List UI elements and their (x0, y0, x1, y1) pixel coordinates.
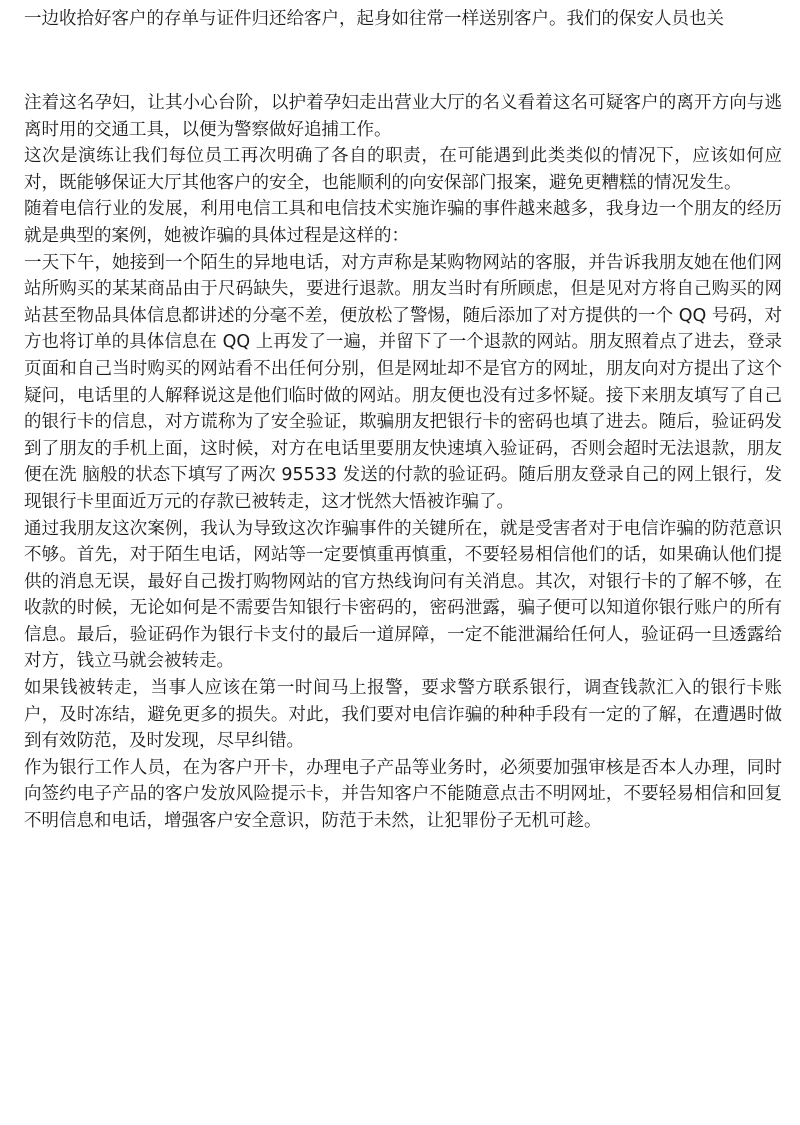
paragraph-telecom-fraud-intro: 随着电信行业的发展，利用电信工具和电信技术实施诈骗的事件越来越多，我身边一个朋友的经历就是典型的案例，她被诈骗的具体过程是这样的： (24, 199, 782, 246)
paragraph-drill-summary: 这次是演练让我们每位员工再次明确了各自的职责，在可能遇到此类类似的情况下，应该如何应对，既能够保证大厅其他客户的安全，也能顺利的向安保部门报案，避免更糟糕的情况发生。 (24, 146, 782, 193)
paragraph-bank-staff-duty: 作为银行工作人员，在为客户开卡，办理电子产品等业务时，必须要加强审核是否本人办理，同时向签约电子产品的客户发放风险提示卡，并告知客户不能随意点击不明网址，不要轻易相信和回复不明信息和电话，增强客户安全意识，防范于未然，让犯罪份子无机可趁。 (24, 757, 782, 832)
previous-paragraph-tail: 一边收拾好客户的存单与证件归还给客户，起身如往常一样送别客户。我们的保安人员也关 (24, 9, 724, 29)
paragraph-security-observation: 注着这名孕妇，让其小心台阶，以护着孕妇走出营业大厅的名义看着这名可疑客户的离开方向与逃离时用的交通工具，以便为警察做好追捕工作。 (24, 93, 782, 140)
paragraph-fraud-case-story: 一天下午，她接到一个陌生的异地电话，对方声称是某购物网站的客服，并告诉我朋友她在他们网站所购买的某某商品由于尺码缺失，要进行退款。朋友当时有所顾虑，但是见对方将自己购买的网站甚至物品具体信息都讲述的分毫不差，便放松了警惕，随后添加了对方提供的一个 QQ 号码，对方也将订单的具体信息在 QQ 上再发了一遍，并留下了一个退款的网站。朋友照着点了进去，登录页面和自己当时购买的网站看不出任何分别，但是网址却不是官方的网址，朋友向对方提出了这个疑问，电话里的人解释说这是他们临时做的网站。朋友便也没有过多怀疑。接下来朋友填写了自己的银行卡的信息，对方谎称为了安全验证，欺骗朋友把银行卡的密码也填了进去。随后，验证码发到了朋友的手机上面，这时候，对方在电话里要朋友快速填入验证码，否则会超时无法退款，朋友便在洗 脑般的状态下填写了两次 95533 发送的付款的验证码。随后朋友登录自己的网上银行，发现银行卡里面近万元的存款已被转走，这才恍然大悟被诈骗了。 (24, 252, 782, 512)
paragraph-case-analysis: 通过我朋友这次案例，我认为导致这次诈骗事件的关键所在，就是受害者对于电信诈骗的防范意识不够。首先，对于陌生电话，网站等一定要慎重再慎重，不要轻易相信他们的话，如果确认他们提供的消息无误，最好自己拨打购物网站的官方热线询问有关消息。其次，对银行卡的了解不够，在收款的时候，无论如何是不需要告知银行卡密码的，密码泄露，骗子便可以知道你银行账户的所有信息。最后，验证码作为银行卡支付的最后一道屏障，一定不能泄漏给任何人，验证码一旦透露给对方，钱立马就会被转走。 (24, 518, 782, 672)
paragraph-response-advice: 如果钱被转走，当事人应该在第一时间马上报警，要求警方联系银行，调查钱款汇入的银行卡账户，及时冻结，避免更多的损失。对此，我们要对电信诈骗的种种手段有一定的了解，在遭遇时做到有效防范，及时发现，尽早纠错。 (24, 678, 782, 752)
document-body (24, 90, 782, 835)
